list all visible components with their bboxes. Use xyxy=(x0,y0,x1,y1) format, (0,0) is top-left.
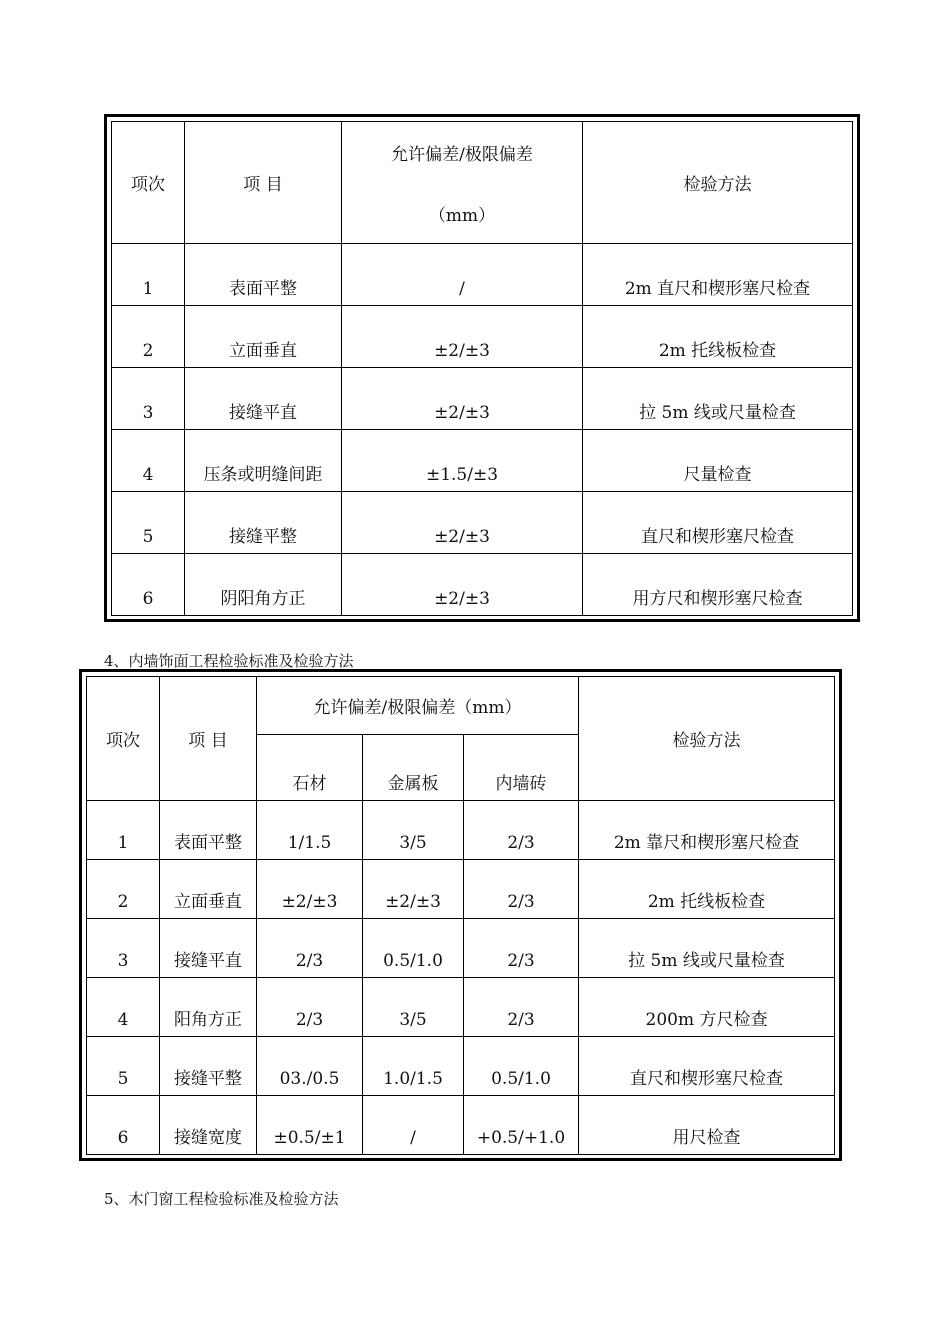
row-stone: 03./0.5 xyxy=(257,1037,363,1096)
row-tile: 2/3 xyxy=(464,978,579,1037)
row-stone: ±0.5/±1 xyxy=(257,1096,363,1155)
row-stone: 1/1.5 xyxy=(257,801,363,860)
table-row xyxy=(112,244,853,306)
row-index: 2 xyxy=(112,306,185,368)
table-row xyxy=(87,860,835,919)
row-method: 用方尺和楔形塞尺检查 xyxy=(583,554,853,616)
row-index: 6 xyxy=(87,1096,160,1155)
row-stone: 2/3 xyxy=(257,978,363,1037)
row-index: 1 xyxy=(87,801,160,860)
table-row xyxy=(87,1096,835,1155)
header-tolerance xyxy=(342,122,583,244)
row-method: 2m 托线板检查 xyxy=(583,306,853,368)
row-method: 2m 直尺和楔形塞尺检查 xyxy=(583,244,853,306)
table-1-grid xyxy=(111,121,853,616)
row-index: 5 xyxy=(112,492,185,554)
row-tolerance: ±1.5/±3 xyxy=(342,430,583,492)
row-item: 阳角方正 xyxy=(160,978,257,1037)
row-metal: / xyxy=(363,1096,464,1155)
row-metal: 3/5 xyxy=(363,801,464,860)
row-tolerance: ±2/±3 xyxy=(342,554,583,616)
header-method: 检验方法 xyxy=(579,677,835,801)
row-method: 200m 方尺检查 xyxy=(579,978,835,1037)
table-row xyxy=(112,430,853,492)
table-row xyxy=(87,978,835,1037)
inspection-table-2 xyxy=(79,669,842,1161)
header-metal: 金属板 xyxy=(363,735,464,801)
header-method: 检验方法 xyxy=(583,122,853,244)
row-item: 压条或明缝间距 xyxy=(185,430,342,492)
row-stone: 2/3 xyxy=(257,919,363,978)
table-row xyxy=(87,1037,835,1096)
header-item: 项 目 xyxy=(185,122,342,244)
row-item: 立面垂直 xyxy=(185,306,342,368)
table-row xyxy=(112,492,853,554)
header-item: 项 目 xyxy=(160,677,257,801)
row-method: 用尺检查 xyxy=(579,1096,835,1155)
row-tolerance: ±2/±3 xyxy=(342,492,583,554)
row-item: 表面平整 xyxy=(160,801,257,860)
row-index: 6 xyxy=(112,554,185,616)
row-tile: 2/3 xyxy=(464,919,579,978)
row-tolerance: ±2/±3 xyxy=(342,306,583,368)
header-tile: 内墙砖 xyxy=(464,735,579,801)
header-stone: 石材 xyxy=(257,735,363,801)
header-tolerance-unit: （mm） xyxy=(428,205,496,226)
table-row xyxy=(112,554,853,616)
row-metal: 1.0/1.5 xyxy=(363,1037,464,1096)
row-method: 拉 5m 线或尺量检查 xyxy=(583,368,853,430)
row-metal: ±2/±3 xyxy=(363,860,464,919)
section-5-caption: 5、木门窗工程检验标准及检验方法 xyxy=(104,1190,339,1208)
header-tolerance-line1: 允许偏差/极限偏差 xyxy=(391,144,533,165)
row-index: 3 xyxy=(112,368,185,430)
row-item: 阴阳角方正 xyxy=(185,554,342,616)
row-item: 接缝平整 xyxy=(160,1037,257,1096)
row-tolerance: ±2/±3 xyxy=(342,368,583,430)
row-method: 直尺和楔形塞尺检查 xyxy=(579,1037,835,1096)
row-method: 2m 托线板检查 xyxy=(579,860,835,919)
row-item: 立面垂直 xyxy=(160,860,257,919)
header-index: 项次 xyxy=(112,122,185,244)
row-item: 接缝平整 xyxy=(185,492,342,554)
table-row xyxy=(87,919,835,978)
row-method: 直尺和楔形塞尺检查 xyxy=(583,492,853,554)
row-index: 4 xyxy=(112,430,185,492)
row-method: 2m 靠尺和楔形塞尺检查 xyxy=(579,801,835,860)
row-method: 尺量检查 xyxy=(583,430,853,492)
row-item: 接缝宽度 xyxy=(160,1096,257,1155)
row-tile: 2/3 xyxy=(464,801,579,860)
table-row xyxy=(112,306,853,368)
row-item: 表面平整 xyxy=(185,244,342,306)
row-index: 3 xyxy=(87,919,160,978)
row-metal: 3/5 xyxy=(363,978,464,1037)
row-index: 5 xyxy=(87,1037,160,1096)
row-stone: ±2/±3 xyxy=(257,860,363,919)
table-header-row xyxy=(87,677,835,735)
row-item: 接缝平直 xyxy=(160,919,257,978)
header-tolerance: 允许偏差/极限偏差（mm） xyxy=(257,677,579,735)
row-method: 拉 5m 线或尺量检查 xyxy=(579,919,835,978)
row-index: 4 xyxy=(87,978,160,1037)
row-item: 接缝平直 xyxy=(185,368,342,430)
header-index: 项次 xyxy=(87,677,160,801)
row-tile: 0.5/1.0 xyxy=(464,1037,579,1096)
inspection-table-1 xyxy=(104,114,860,622)
row-tile: 2/3 xyxy=(464,860,579,919)
row-tolerance: / xyxy=(342,244,583,306)
row-metal: 0.5/1.0 xyxy=(363,919,464,978)
section-4-caption: 4、内墙饰面工程检验标准及检验方法 xyxy=(104,652,354,670)
table-header-row xyxy=(112,122,853,244)
row-tile: +0.5/+1.0 xyxy=(464,1096,579,1155)
row-index: 1 xyxy=(112,244,185,306)
table-row xyxy=(87,801,835,860)
table-row xyxy=(112,368,853,430)
table-2-grid xyxy=(86,676,835,1155)
row-index: 2 xyxy=(87,860,160,919)
